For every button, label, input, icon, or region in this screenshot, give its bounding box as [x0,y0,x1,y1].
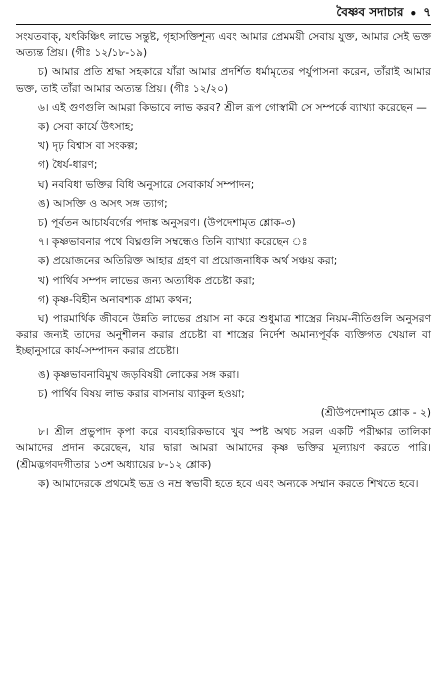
list-item: ক) সেবা কার্যে উৎসাহ; [38,121,134,134]
list-item: ঙ) আসক্তি ও অসৎ সঙ্গ ত্যাগ; [38,197,168,210]
paragraph-section-8-a: ক) আমাদেরকে প্রথমেই ভদ্র ও নম্র স্বভাবী হতে হবে এবং অন্যকে সম্মান করতে শিখতে হবে। [38,477,419,490]
list-item: ঙ) কৃষ্ণভাবনাবিমুখ জড়বিষয়ী লোকের সঙ্গ করা। [38,368,240,381]
list-item: গ) কৃষ্ণ-বিহীন অনাবশ্যক গ্রাম্য কথন; [38,293,193,306]
paragraph-section-6: ৬। এই গুণগুলি আমরা কিভাবে লাভ করব? শ্রীল রূপ গোস্বামী সে সম্পর্কে ব্যাখ্যা করেছেন — [38,101,427,114]
citation: (শ্রীউপদেশামৃত শ্লোক - ২) [320,407,431,420]
list-item: খ) দৃঢ় বিশ্বাস বা সংকল্প; [38,140,139,153]
header-title: বৈষ্ণব সদাচার [336,5,404,19]
page-number: ৭ [423,5,431,19]
list-item: গ) ধৈর্য-ধারণ; [38,159,98,172]
list-item: ক) প্রয়োজনের অতিরিক্ত আহার গ্রহণ বা প্রয়োজনাধিক অর্থ সঞ্চয় করা; [38,255,338,268]
page-header [16,4,431,25]
list-item: খ) পার্থিব সম্পদ লাভের জন্য অত্যধিক প্রচেষ্টা করা; [38,274,256,287]
list-item: ঘ) নববিধা ভক্তির বিধি অনুসারে সেবাকার্য সম্পাদন; [38,178,255,191]
paragraph-section-8: ৮। শ্রীল প্রভুপাদ কৃপা করে ব্যবহারিকভাবে খুব স্পষ্ট অথচ সরল একটি পরীক্ষার তালিকা আমাদের প্রদান করেছেন, যার দ্বারা আমরা আমাদের কৃষ্ণ ভক্তির মূল্যায়ণ করতে পারি। (শ্রীমদ্ভগবদগীতার ১৩শ অধ্যায়ের ৮-১২ শ্লোক) [16,426,431,471]
paragraph-gita-12-20: চ) আমার প্রতি শ্রদ্ধা সহকারে যাঁরা আমার প্রদর্শিত ধর্মামৃতের পর্যুপাসনা করেন, তাঁরাই আমার ভক্ত, তাই তাঁরা আমার অত্যন্ত প্রিয়। (গীঃ ১২/২০) [16,66,431,95]
paragraph-gita-12-18: সংযতবাক্, যৎকিঞ্চিৎ লাভে সন্তুষ্ট, গৃহাসক্তিশূন্য এবং আমার প্রেমময়ী সেবায় যুক্ত, আমার সেই ভক্ত অত্যন্ত প্রিয়। (গীঃ ১২/১৮-১৯) [16,31,431,60]
paragraph-section-7: ৭। কৃষ্ণভাবনার পথে বিঘ্নগুলি সম্বন্ধেও তিনি ব্যাখ্যা করেছেন ঃ [38,236,308,249]
header-bullet: • [409,7,418,21]
list-item: ঘ) পারমার্থিক জীবনে উন্নতি লাভের প্রয়াস না করে শুধুমাত্র শাস্ত্রের নিয়ম-নীতিগুলি অনুসরণ করার জন্যই তাদের অনুশীলন করার প্রচেষ্টা বা শাস্ত্রের নির্দেশ অমান্যপূর্বক ব্যক্তিগত খেয়াল বা ইচ্ছানুসারে কার্য-সম্পাদন করার প্রচেষ্টা। [16,313,431,358]
list-item: চ) পার্থিব বিষয় লাভ করার বাসনায় ব্যাকুল হওয়া; [38,387,245,400]
list-item: চ) পূর্বতন আচার্যবর্গের পদাঙ্ক অনুসরণ। (উপদেশামৃত শ্লোক-৩) [38,217,296,230]
